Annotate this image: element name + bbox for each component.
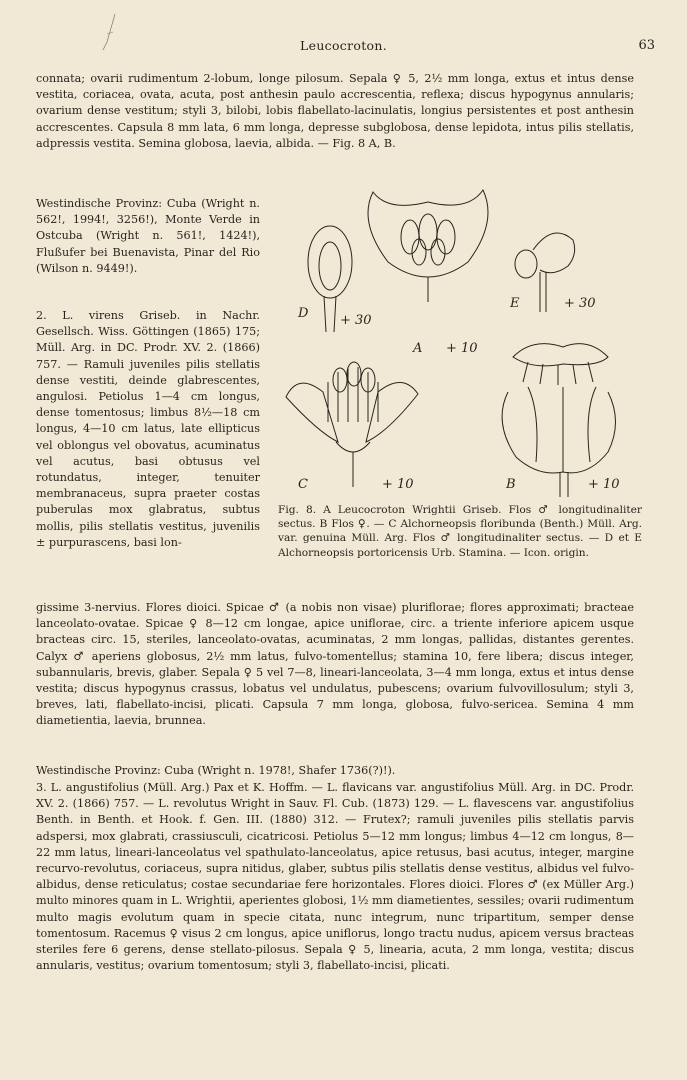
running-title: Leucocroton. bbox=[300, 38, 387, 53]
figure-label-c: C bbox=[298, 477, 308, 492]
figure-mag-d: + 30 bbox=[340, 313, 372, 328]
figure-caption: Fig. 8. A Leucocroton Wrightii Griseb. Flos ♂ longitudinaliter sectus. B Flos ♀. — C Alchorneopsis floribunda (Benth.) Müll. Arg. var. genuina Müll. Arg. Flos ♂ longitudinaliter sectus. — D et E Alchorneopsis portoricensis Urb. Stamina. — Icon. origin. bbox=[278, 504, 642, 559]
page-number: 63 bbox=[638, 38, 655, 53]
running-header bbox=[0, 38, 687, 58]
figure-label-e: E bbox=[510, 296, 520, 311]
figure-mag-a: + 10 bbox=[446, 341, 478, 356]
figure-c-flower-section bbox=[286, 362, 418, 487]
distribution-paragraph-2: Westindische Provinz: Cuba (Wright n. 1978!, Shafer 1736(?)!). bbox=[36, 764, 396, 777]
species-3-description: 3. L. angustifolius (Müll. Arg.) Pax et K. Hoffm. — L. flavicans var. angustifolius Müll. Arg. in DC. Prodr. XV. 2. (1866) 757. — L. revolutus Wright in Sauv. Fl. Cub. (1873) 129. — L. flavescens var. angustifolius Benth. in Benth. et Hook. f. Gen. III. (1880) 312. — Frutex?; ramuli juveniles pilis stellatis parvis adspersi, mox glabrati, crassiusculi, cicatricosi. Petiolus 5—12 mm longus; limbus 4—12 cm longus, 8—22 mm latus, lineari-lanceolatus vel spathulato-lanceolatus, apice retusus, basi acutus, integer, margine recurvo-revolutus, coriaceus, supra nitidus, glaber, subtus pilis stellatis dense vestitus, albidus vel fulvo-albidus, dense reticulatus; costae secundariae fere horizontales. Flores dioici. Flores ♂ (ex Müller Arg.) multo minores quam in L. Wrightii, aperientes globosi, 1½ mm diametientes, sessiles; ovarii rudimentum multo magis evolutum quam in specie citata, nunc integrum, nunc tripartitum, semper dense tomentosum. Racemus ♀ visus 2 cm longus, apice uniflorus, longo tractu nudus, apicem versus bracteas steriles fere 6 gerens, dense stellato-pilosus. Sepala ♀ 5, linearia, acuta, 2 mm longa, vestita; discus annularis, vestitus; ovarium tomentosum; styli 3, flabellato-incisi, plicati. bbox=[36, 781, 634, 973]
intro-paragraph: connata; ovarii rudimentum 2-lobum, longe pilosum. Sepala ♀ 5, 2½ mm longa, extus et intus dense vestita, coriacea, ovata, acuta, post anthesin paulo accrescentia, reflexa; discus hypogynus annularis; ovarium dense vestitum; styli 3, bilobi, lobis flabellato-lacinulatis, longius persistentes et post anthesin accrescentes. Capsula 8 mm lata, 6 mm longa, depresse subglobosa, dense lepidota, intus pilis stellatis, adpressis vestita. Semina globosa, laevia, albida. — Fig. 8 A, B. bbox=[36, 72, 634, 150]
figure-b-female-flower bbox=[502, 344, 615, 497]
figure-label-d: D bbox=[298, 306, 309, 321]
species-2-description: 2. L. virens Griseb. in Nachr. Gesellsch. Wiss. Göttingen (1865) 175; Müll. Arg. in DC. Prodr. XV. 2. (1866) 757. — Ramuli juveniles pilis stellatis dense vestiti, deinde glabrescentes, angulosi. Petiolus 1—4 cm longus, dense tomentosus; limbus 8½—18 cm longus, 4—10 cm latus, late ellipticus vel oblongus vel obovatus, acuminatus vel acutus, basi obtusus vel rotundatus, integer, tenuiter membranaceus, supra praeter costas puberulas mox glabratus, subtus mollis, pilis stellatis vestitus, juvenilis ± purpurascens, basi lon- bbox=[36, 309, 260, 549]
figure-8 bbox=[278, 182, 642, 502]
figure-mag-e: + 30 bbox=[564, 296, 596, 311]
figure-mag-c: + 10 bbox=[382, 477, 414, 492]
figure-mag-b: + 10 bbox=[588, 477, 620, 492]
figure-label-b: B bbox=[506, 477, 516, 492]
figure-label-a: A bbox=[413, 341, 423, 356]
figure-a-flower-section bbox=[368, 190, 488, 302]
distribution-paragraph-1: Westindische Provinz: Cuba (Wright n. 562!, 1994!, 3256!), Monte Verde in Ostcuba (Wright n. 561!, 1424!), Flußufer bei Buenavista, Pinar del Rio (Wilson n. 9449!). bbox=[36, 197, 260, 275]
figure-8-illustrations bbox=[278, 182, 642, 502]
species-2-continuation: gissime 3-nervius. Flores dioici. Spicae ♂ (a nobis non visae) pluriflorae; flores approximati; bracteae lanceolato-ovatae. Spicae ♀ 8—12 cm longae, apice uniflorae, circ. a triente inferiore apicem usque bracteas circ. 15, steriles, lanceolato-ovatas, acuminatas, 2 mm longas, pallidas, distantes gerentes. Calyx ♂ aperiens globosus, 2½ mm latus, fulvo-tomentellus; stamina 10, fere libera; discus integer, subannularis, brevis, glaber. Sepala ♀ 5 vel 7—8, lineari-lanceolata, 3—4 mm longa, extus et intus dense vestita; discus hypogynus crassus, lobatus vel undulatus, pubescens; ovarium fulvovillosulum; styli 3, breves, lati, flabellato-incisi, plicati. Capsula 7 mm longa, globosa, fulvo-sericea. Semina 4 mm diametientia, laevia, brunnea. bbox=[36, 601, 634, 728]
